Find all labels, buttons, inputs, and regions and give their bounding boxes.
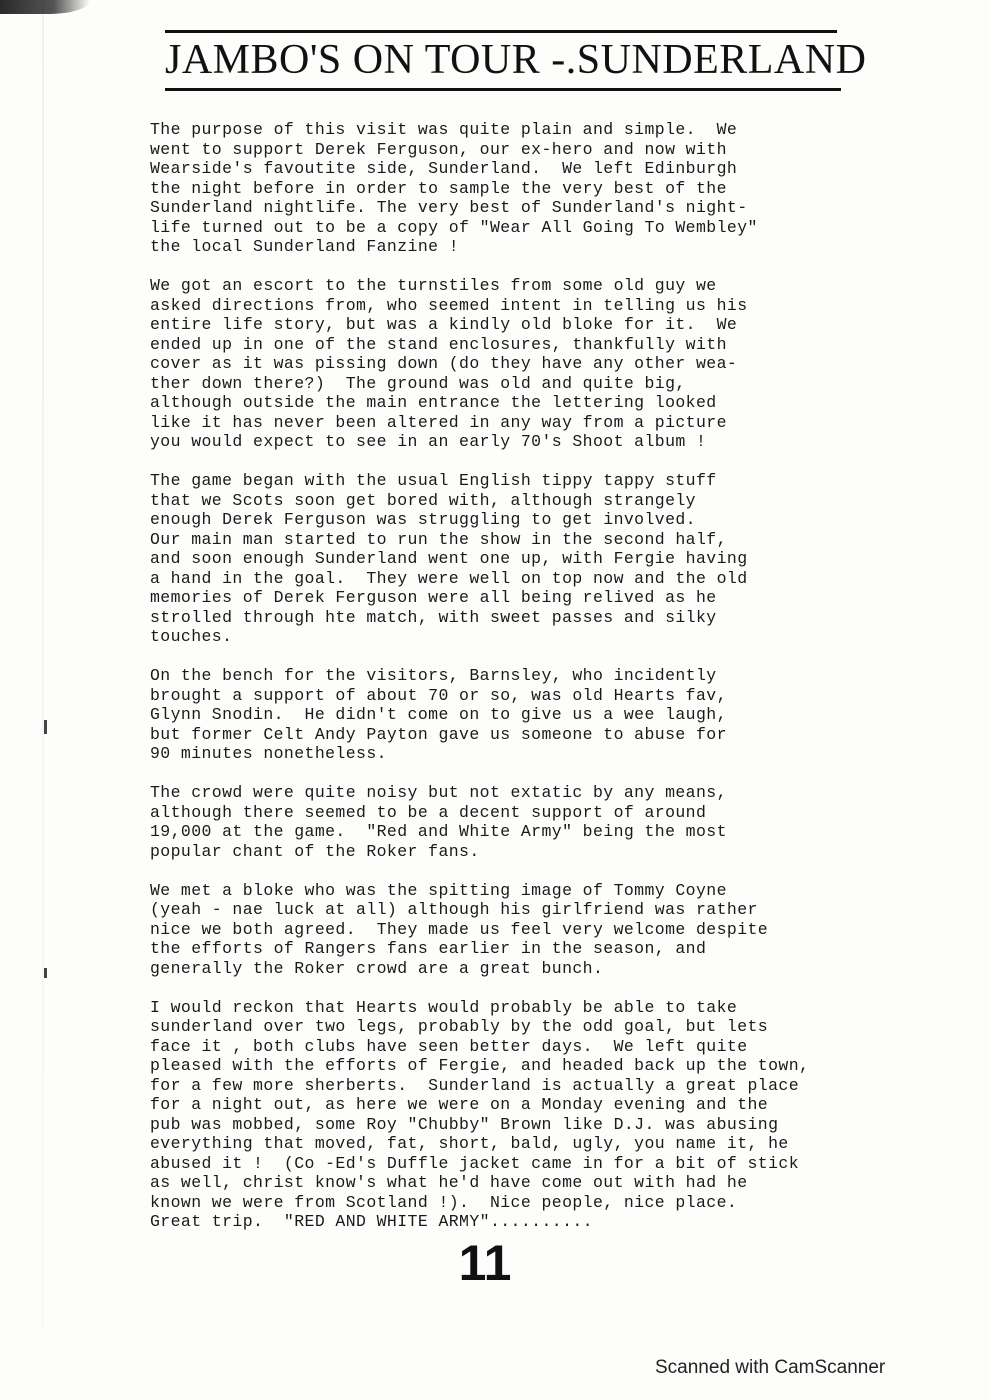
- article-paragraph: [150, 471, 890, 647]
- text-line: We got an escort to the turnstiles from some old guy we: [150, 276, 717, 295]
- text-line: cover as it was pissing down (do they have any other wea-: [150, 354, 738, 373]
- text-line: a hand in the goal. They were well on top now and the old: [150, 568, 748, 588]
- text-line: (yeah - nae luck at all) although his girlfriend was rather: [150, 900, 758, 919]
- article-paragraph: [150, 998, 890, 1232]
- text-line: face it , both clubs have seen better days. We left quite: [150, 1036, 748, 1056]
- article-title: JAMBO'S ON TOUR -.SUNDERLAND: [165, 37, 867, 83]
- text-line: strolled through hte match, with sweet passes and silky: [150, 607, 717, 627]
- text-line: Our main man started to run the show in the second half,: [150, 529, 727, 549]
- text-line: touches.: [150, 627, 233, 646]
- text-line: enough Derek Ferguson was struggling to get involved.: [150, 510, 696, 529]
- text-line: The game began with the usual English tippy tappy stuff: [150, 471, 717, 490]
- text-line: and soon enough Sunderland went one up, with Fergie having: [150, 549, 748, 568]
- text-line: nice we both agreed. They made us feel very welcome despite: [150, 919, 769, 939]
- text-line: entire life story, but was a kindly old bloke for it. We: [150, 315, 738, 334]
- text-line: brought a support of about 70 or so, was old Hearts fav,: [150, 685, 727, 705]
- text-line: sunderland over two legs, probably by the odd goal, but lets: [150, 1017, 769, 1036]
- text-line: that we Scots soon get bored with, although strangely: [150, 490, 696, 510]
- text-line: everything that moved, fat, short, bald, ugly, you name it, he: [150, 1134, 789, 1153]
- article-header: [165, 30, 867, 92]
- text-line: Wearside's favoutite side, Sunderland. We left Edinburgh: [150, 159, 738, 178]
- text-line: ended up in one of the stand enclosures, thankfully with: [150, 334, 727, 354]
- text-line: The crowd were quite noisy but not extatic by any means,: [150, 783, 727, 802]
- text-line: although there seemed to be a decent support of around: [150, 802, 707, 822]
- article-paragraph: [150, 120, 890, 257]
- text-line: memories of Derek Ferguson were all being relived as he: [150, 588, 717, 607]
- article-paragraph: [150, 783, 890, 861]
- scan-shadow-corner: [0, 0, 90, 14]
- margin-mark: [44, 968, 47, 978]
- text-line: but former Celt Andy Payton gave us someone to abuse for: [150, 724, 727, 744]
- text-line: 90 minutes nonetheless.: [150, 744, 387, 763]
- text-line: asked directions from, who seemed intent in telling us his: [150, 295, 748, 315]
- text-line: the local Sunderland Fanzine !: [150, 237, 460, 256]
- text-line: I would reckon that Hearts would probably be able to take: [150, 997, 738, 1017]
- article-paragraph: [150, 666, 890, 764]
- text-line: The purpose of this visit was quite plain and simple. We: [150, 120, 738, 139]
- text-line: life turned out to be a copy of "Wear All Going To Wembley": [150, 217, 758, 237]
- page-number: 11: [458, 1235, 512, 1291]
- text-line: for a night out, as here we were on a Monday evening and the: [150, 1095, 769, 1114]
- text-line: On the bench for the visitors, Barnsley, who incidently: [150, 666, 717, 685]
- text-line: We met a bloke who was the spitting image of Tommy Coyne: [150, 880, 727, 900]
- title-rule-bottom: [165, 88, 841, 91]
- text-line: pleased with the efforts of Fergie, and headed back up the town,: [150, 1056, 810, 1075]
- text-line: went to support Derek Ferguson, our ex-hero and now with: [150, 139, 727, 159]
- text-line: popular chant of the Roker fans.: [150, 841, 480, 861]
- text-line: the efforts of Rangers fans earlier in the season, and: [150, 939, 707, 958]
- text-line: pub was mobbed, some Roy "Chubby" Brown like D.J. was abusing: [150, 1114, 779, 1134]
- text-line: abused it ! (Co -Ed's Duffle jacket came in for a bit of stick: [150, 1153, 800, 1173]
- text-line: ther down there?) The ground was old and quite big,: [150, 373, 686, 393]
- text-line: known we were from Scotland !). Nice people, nice place.: [150, 1192, 738, 1212]
- article-body: [150, 120, 890, 1251]
- margin-mark: [44, 720, 47, 734]
- title-rule-top: [165, 30, 837, 33]
- page-left-edge: [42, 0, 44, 1330]
- text-line: 19,000 at the game. "Red and White Army" being the most: [150, 822, 727, 841]
- text-line: you would expect to see in an early 70's Shoot album !: [150, 432, 707, 451]
- text-line: Sunderland nightlife. The very best of Sunderland's night-: [150, 198, 748, 217]
- text-line: Glynn Snodin. He didn't come on to give us a wee laugh,: [150, 705, 727, 724]
- scanner-watermark: Scanned with CamScanner: [655, 1357, 886, 1378]
- text-line: although outside the main entrance the lettering looked: [150, 393, 717, 412]
- text-line: for a few more sherberts. Sunderland is actually a great place: [150, 1075, 800, 1095]
- text-line: Great trip. "RED AND WHITE ARMY"..........: [150, 1212, 593, 1231]
- text-line: generally the Roker crowd are a great bunch.: [150, 958, 604, 978]
- article-paragraph: [150, 276, 890, 452]
- text-line: as well, christ know's what he'd have come out with had he: [150, 1173, 748, 1192]
- text-line: like it has never been altered in any way from a picture: [150, 412, 727, 432]
- article-paragraph: [150, 881, 890, 979]
- text-line: the night before in order to sample the very best of the: [150, 178, 727, 198]
